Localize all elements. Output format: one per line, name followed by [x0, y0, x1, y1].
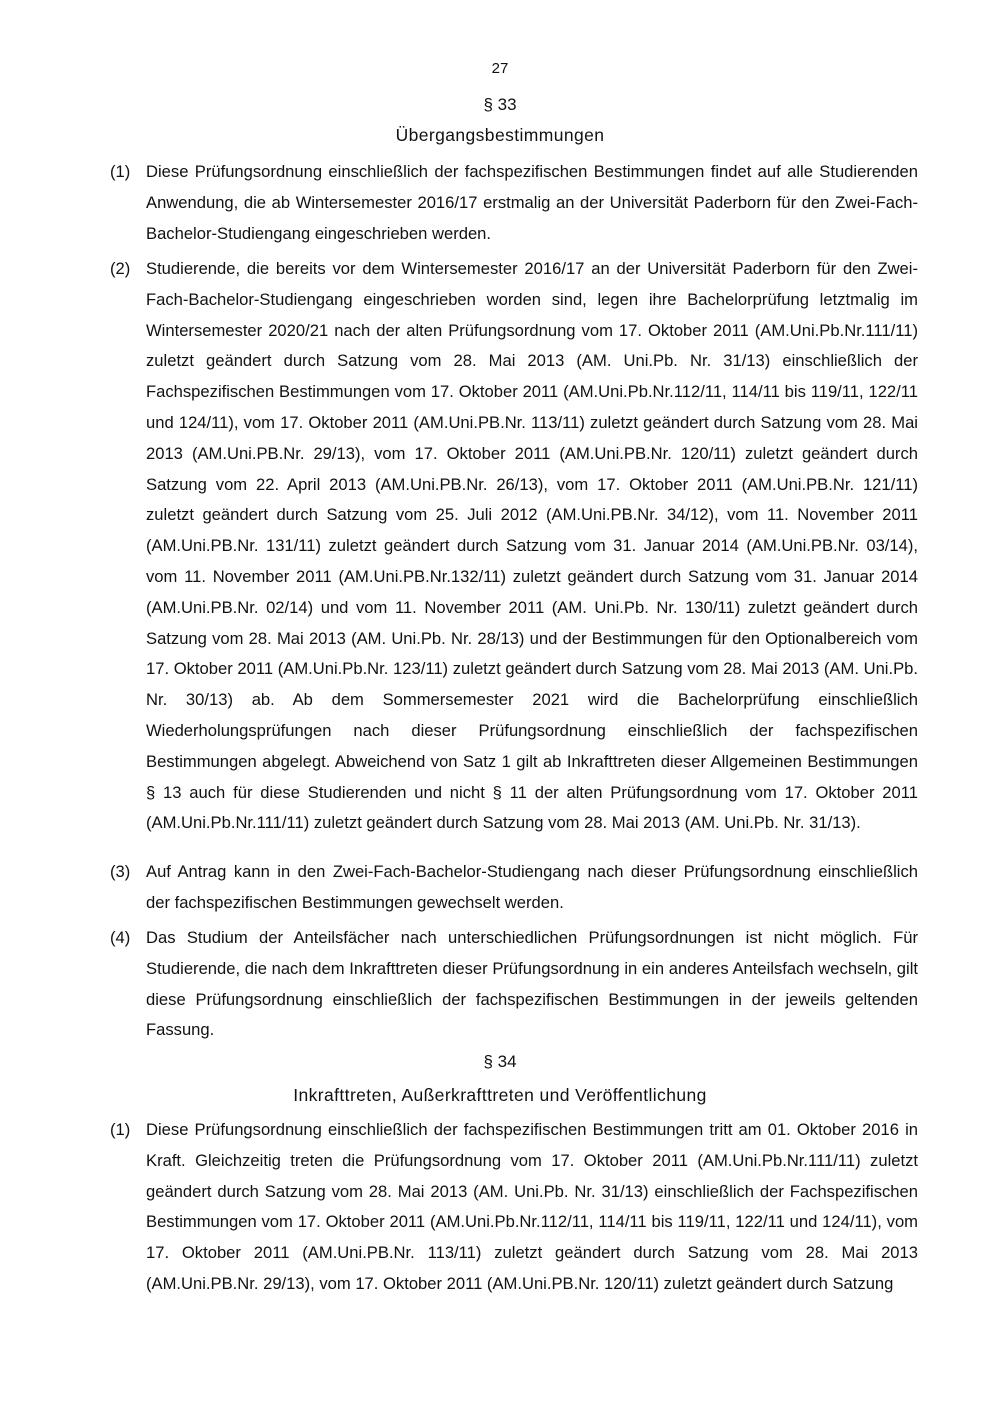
- section-33-paragraph-3: [110, 857, 918, 919]
- section-33-paragraph-4: [110, 923, 918, 1046]
- paragraph-text: Diese Prüfungsordnung einschließlich der fachspezifischen Bestimmungen findet auf alle Studierenden Anwendung, die ab Wintersemester 2016/17 erstmalig an der Universität Paderborn für den Zwei-Fach-Bachelor-Studiengang eingeschrieben werden.: [146, 162, 918, 243]
- paragraph-text: Studierende, die bereits vor dem Wintersemester 2016/17 an der Universität Paderborn für den Zwei-Fach-Bachelor-Studiengang eingeschrieben worden sind, legen ihre Bachelorprüfung letztmalig im Wintersemester 2020/21 nach der alten Prüfungsordnung vom 17. Oktober 2011 (AM.Uni.Pb.Nr.111/11) zuletzt geändert durch Satzung vom 28. Mai 2013 (AM. Uni.Pb. Nr. 31/13) einschließlich der Fachspezifischen Bestimmungen vom 17. Oktober 2011 (AM.Uni.Pb.Nr.112/11, 114/11 bis 119/11, 122/11 und 124/11), vom 17. Oktober 2011 (AM.Uni.PB.Nr. 113/11) zuletzt geändert durch Satzung vom 28. Mai 2013 (AM.Uni.PB.Nr. 29/13), vom 17. Oktober 2011 (AM.Uni.PB.Nr. 120/11) zuletzt geändert durch Satzung vom 22. April 2013 (AM.Uni.PB.Nr. 26/13), vom 17. Oktober 2011 (AM.Uni.PB.Nr. 121/11) zuletzt geändert durch Satzung vom 25. Juli 2012 (AM.Uni.PB.Nr. 34/12), vom 11. November 2011 (AM.Uni.PB.Nr. 131/11) zuletzt geändert durch Satzung vom 31. Januar 2014 (AM.Uni.PB.Nr. 03/14), vom 11. November 2011 (AM.Uni.PB.Nr.132/11) zuletzt geändert durch Satzung vom 31. Januar 2014 (AM.Uni.PB.Nr. 02/14) und vom 11. November 2011 (AM. Uni.Pb. Nr. 130/11) zuletzt geändert durch Satzung vom 28. Mai 2013 (AM. Uni.Pb. Nr. 28/13) und der Bestimmungen für den Optionalbereich vom 17. Oktober 2011 (AM.Uni.Pb.Nr. 123/11) zuletzt geändert durch Satzung vom 28. Mai 2013 (AM. Uni.Pb. Nr. 30/13) ab. Ab dem Sommersemester 2021 wird die Bachelorprüfung einschließlich Wiederholungsprüfungen nach dieser Prüfungsordnung einschließlich der fachspezifischen Bestimmungen abgelegt. Abweichend von Satz 1 gilt ab Inkrafttreten dieser Allgemeinen Bestimmungen § 13 auch für diese Studierenden und nicht § 11 der alten Prüfungsordnung vom 17. Oktober 2011 (AM.Uni.Pb.Nr.111/11) zuletzt geändert durch Satzung vom 28. Mai 2013 (AM. Uni.Pb. Nr. 31/13).: [146, 259, 918, 833]
- page-number: 27: [491, 60, 509, 77]
- paragraph-number: (1): [110, 1120, 131, 1139]
- section-33-paragraph-1: [110, 157, 918, 249]
- paragraph-number: (1): [110, 162, 131, 181]
- section-33-title: Übergangsbestimmungen: [395, 125, 605, 145]
- section-33-heading: § 33: [483, 95, 517, 114]
- paragraph-number: (4): [110, 928, 131, 947]
- paragraph-number: (3): [110, 862, 131, 881]
- section-33-paragraph-2: [110, 254, 918, 839]
- section-34-title: Inkrafttreten, Außerkrafttreten und Veröffentlichung: [293, 1085, 707, 1105]
- paragraph-text: Auf Antrag kann in den Zwei-Fach-Bachelor-Studiengang nach dieser Prüfungsordnung einschließlich der fachspezifischen Bestimmungen gewechselt werden.: [146, 862, 918, 912]
- section-34-paragraph-1: [110, 1115, 918, 1300]
- section-34-heading: § 34: [483, 1052, 517, 1071]
- paragraph-text: Diese Prüfungsordnung einschließlich der fachspezifischen Bestimmungen tritt am 01. Oktober 2016 in Kraft. Gleichzeitig treten die Prüfungsordnung vom 17. Oktober 2011 (AM.Uni.Pb.Nr.111/11) zuletzt geändert durch Satzung vom 28. Mai 2013 (AM. Uni.Pb. Nr. 31/13) einschließlich der Fachspezifischen Bestimmungen vom 17. Oktober 2011 (AM.Uni.Pb.Nr.112/11, 114/11 bis 119/11, 122/11 und 124/11), vom 17. Oktober 2011 (AM.Uni.PB.Nr. 113/11) zuletzt geändert durch Satzung vom 28. Mai 2013 (AM.Uni.PB.Nr. 29/13), vom 17. Oktober 2011 (AM.Uni.PB.Nr. 120/11) zuletzt geändert durch Satzung: [146, 1120, 918, 1293]
- paragraph-text: Das Studium der Anteilsfächer nach unterschiedlichen Prüfungsordnungen ist nicht möglich. Für Studierende, die nach dem Inkrafttreten dieser Prüfungsordnung in ein anderes Anteilsfach wechseln, gilt diese Prüfungsordnung einschließlich der fachspezifischen Bestimmungen in der jeweils geltenden Fassung.: [146, 928, 918, 1040]
- paragraph-number: (2): [110, 259, 131, 278]
